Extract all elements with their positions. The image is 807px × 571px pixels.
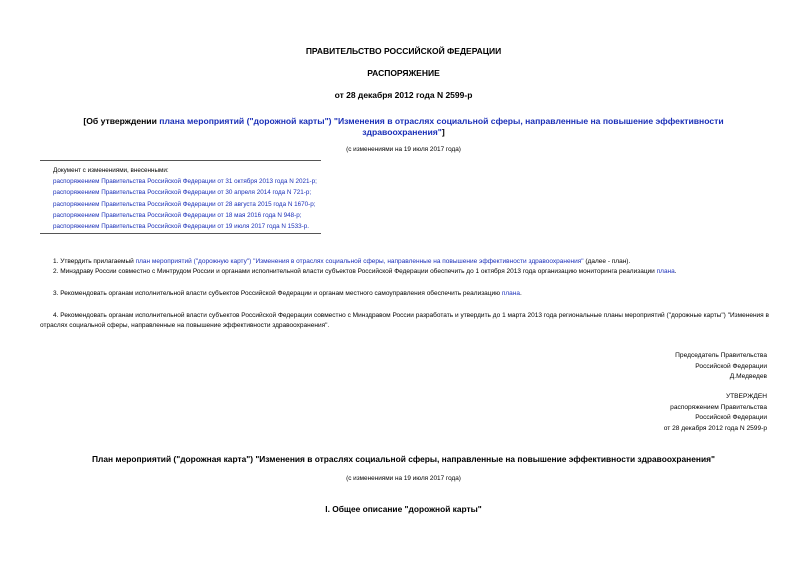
title-prefix: [Об утверждении bbox=[83, 116, 160, 126]
paragraph-2 bbox=[40, 267, 769, 277]
paragraph-1 bbox=[40, 257, 769, 267]
approval-line-4: от 28 декабря 2012 года N 2599-р bbox=[663, 424, 767, 432]
changes-top-rule bbox=[40, 160, 321, 161]
approval-line-2: распоряжением Правительства bbox=[670, 403, 767, 411]
changes-bottom-rule bbox=[40, 233, 321, 234]
document-title bbox=[60, 116, 747, 137]
signature-block bbox=[675, 351, 767, 383]
plan-amendment-note: (с изменениями на 19 июля 2017 года) bbox=[346, 475, 461, 482]
signature-name: Д.Медведев bbox=[729, 373, 767, 380]
approval-heading: УТВЕРЖДЕН bbox=[725, 393, 767, 400]
section-1-heading: I. Общее описание "дорожной карты" bbox=[325, 504, 482, 514]
p3-plan-link[interactable]: плана bbox=[501, 290, 520, 297]
paragraph-4: 4. Рекомендовать органам исполнительной власти субъектов Российской Федерации совместно с Минздравом России разработать и утвердить до 1 марта 2013 года региональные планы мероприятий ("дорожные карты") "Изменения в отраслях социальной сферы, направленные на повышение эффективности здравоохранения". bbox=[40, 312, 769, 329]
signature-title: Председатель Правительства bbox=[675, 352, 767, 359]
p3-text-end: . bbox=[519, 290, 522, 297]
plan-title: План мероприятий ("дорожная карта") "Изменения в отраслях социальной сферы, направленные на повышение эффективности здравоохранения" bbox=[92, 454, 715, 464]
approval-block bbox=[664, 392, 767, 434]
change-link[interactable]: распоряжением Правительства Российской Федерации от 31 октября 2013 года N 2021-р; bbox=[53, 178, 317, 186]
p2-text-start: 2. Минздраву России совместно с Минтрудом России и органами исполнительной власти субъектов Российской Федерации обеспечить до 1 октября 2013 года организацию мониторинга реализации bbox=[53, 268, 657, 275]
p1-text-start: 1. Утвердить прилагаемый bbox=[53, 258, 136, 265]
document-type-heading: РАСПОРЯЖЕНИЕ bbox=[367, 68, 440, 78]
p2-plan-link[interactable]: плана bbox=[656, 268, 675, 275]
changes-heading: Документ с изменениями, внесенными: bbox=[53, 167, 169, 174]
change-link[interactable]: распоряжением Правительства Российской Федерации от 30 апреля 2014 года N 721-р; bbox=[53, 189, 312, 197]
document-date-number: от 28 декабря 2012 года N 2599-р bbox=[334, 90, 473, 100]
amendment-note: (с изменениями на 19 июля 2017 года) bbox=[346, 146, 461, 153]
change-link[interactable]: распоряжением Правительства Российской Федерации от 19 июля 2017 года N 1533-р. bbox=[53, 223, 309, 231]
p1-text-end: (далее - план). bbox=[583, 258, 631, 265]
change-link[interactable]: распоряжением Правительства Российской Федерации от 18 мая 2016 года N 948-р; bbox=[53, 211, 302, 219]
change-link[interactable]: распоряжением Правительства Российской Федерации от 28 августа 2015 года N 1670-р; bbox=[53, 200, 316, 208]
signature-country: Российской Федерации bbox=[695, 362, 767, 370]
paragraph-3 bbox=[40, 289, 769, 299]
title-link[interactable]: плана мероприятий ("дорожной карты") "Изменения в отраслях социальной сферы, направленные на повышение эффективности здравоохранения" bbox=[159, 116, 724, 137]
approval-line-3: Российской Федерации bbox=[695, 414, 767, 421]
government-heading: ПРАВИТЕЛЬСТВО РОССИЙСКОЙ ФЕДЕРАЦИИ bbox=[305, 46, 502, 56]
p1-plan-link[interactable]: план мероприятий ("дорожную карту") "Изменения в отраслях социальной сферы, направленные на повышение эффективности здравоохранения" bbox=[135, 258, 584, 265]
changes-box bbox=[53, 165, 317, 232]
p2-text-end: . bbox=[674, 268, 677, 275]
title-suffix: ] bbox=[441, 126, 445, 137]
p3-text-start: 3. Рекомендовать органам исполнительной власти субъектов Российской Федерации и органам местного самоуправления обеспечить реализацию bbox=[53, 290, 502, 297]
